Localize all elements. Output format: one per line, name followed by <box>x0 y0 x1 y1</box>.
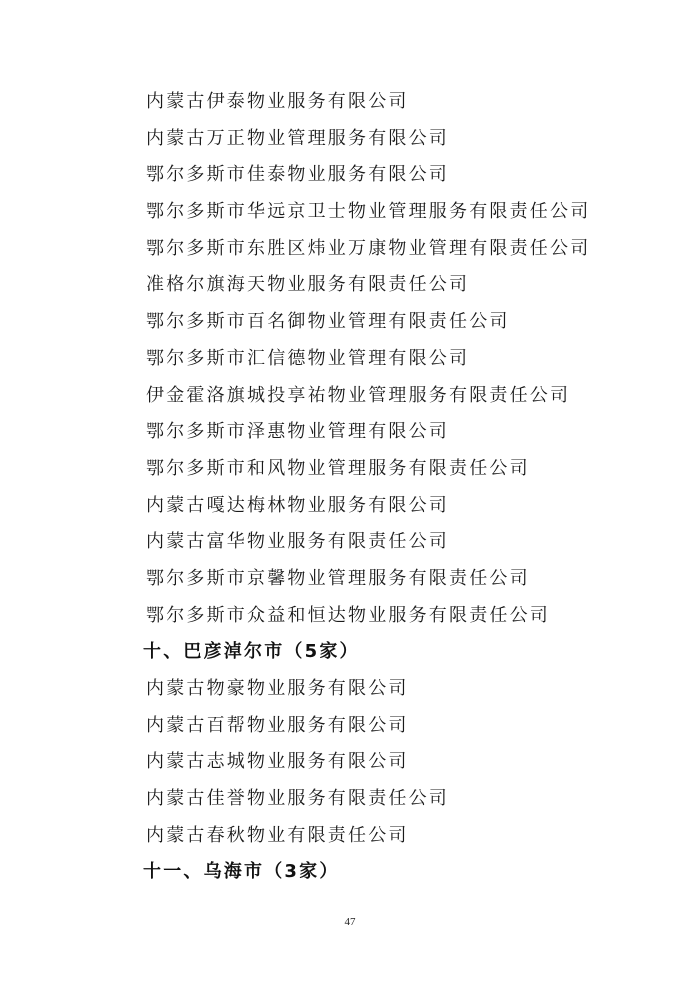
section-heading: 十、巴彦淖尔市（5家） <box>143 641 360 663</box>
company-name: 内蒙古伊泰物业服务有限公司 <box>146 91 409 112</box>
company-name: 内蒙古物豪物业服务有限公司 <box>146 678 409 699</box>
company-name: 鄂尔多斯市华远京卫士物业管理服务有限责任公司 <box>146 201 591 223</box>
company-name: 伊金霍洛旗城投享祐物业管理服务有限责任公司 <box>146 384 571 406</box>
section-heading: 十一、乌海市（3家） <box>143 861 340 883</box>
company-name: 鄂尔多斯市百名御物业管理有限责任公司 <box>146 311 510 333</box>
company-name: 鄂尔多斯市佳泰物业服务有限公司 <box>146 164 449 186</box>
page-number: 47 <box>344 916 356 928</box>
company-name: 鄂尔多斯市和风物业管理服务有限责任公司 <box>146 457 530 479</box>
company-name: 鄂尔多斯市众益和恒达物业服务有限责任公司 <box>146 604 550 626</box>
company-name: 内蒙古嘎达梅林物业服务有限公司 <box>146 494 449 516</box>
company-name: 内蒙古佳誉物业服务有限责任公司 <box>146 788 449 810</box>
company-name: 鄂尔多斯市汇信德物业管理有限公司 <box>146 347 470 369</box>
company-name: 内蒙古富华物业服务有限责任公司 <box>146 531 449 553</box>
company-name: 内蒙古春秋物业有限责任公司 <box>146 824 409 846</box>
company-name: 内蒙古百帮物业服务有限公司 <box>146 714 409 736</box>
company-name: 内蒙古万正物业管理服务有限公司 <box>146 127 449 149</box>
company-list <box>143 84 666 891</box>
company-name: 准格尔旗海天物业服务有限责任公司 <box>146 274 470 296</box>
company-name: 鄂尔多斯市东胜区炜业万康物业管理有限责任公司 <box>146 237 591 259</box>
company-name: 内蒙古志城物业服务有限公司 <box>146 751 409 773</box>
company-name: 鄂尔多斯市泽惠物业管理有限公司 <box>146 421 449 443</box>
company-name: 鄂尔多斯市京馨物业管理服务有限责任公司 <box>146 567 530 589</box>
